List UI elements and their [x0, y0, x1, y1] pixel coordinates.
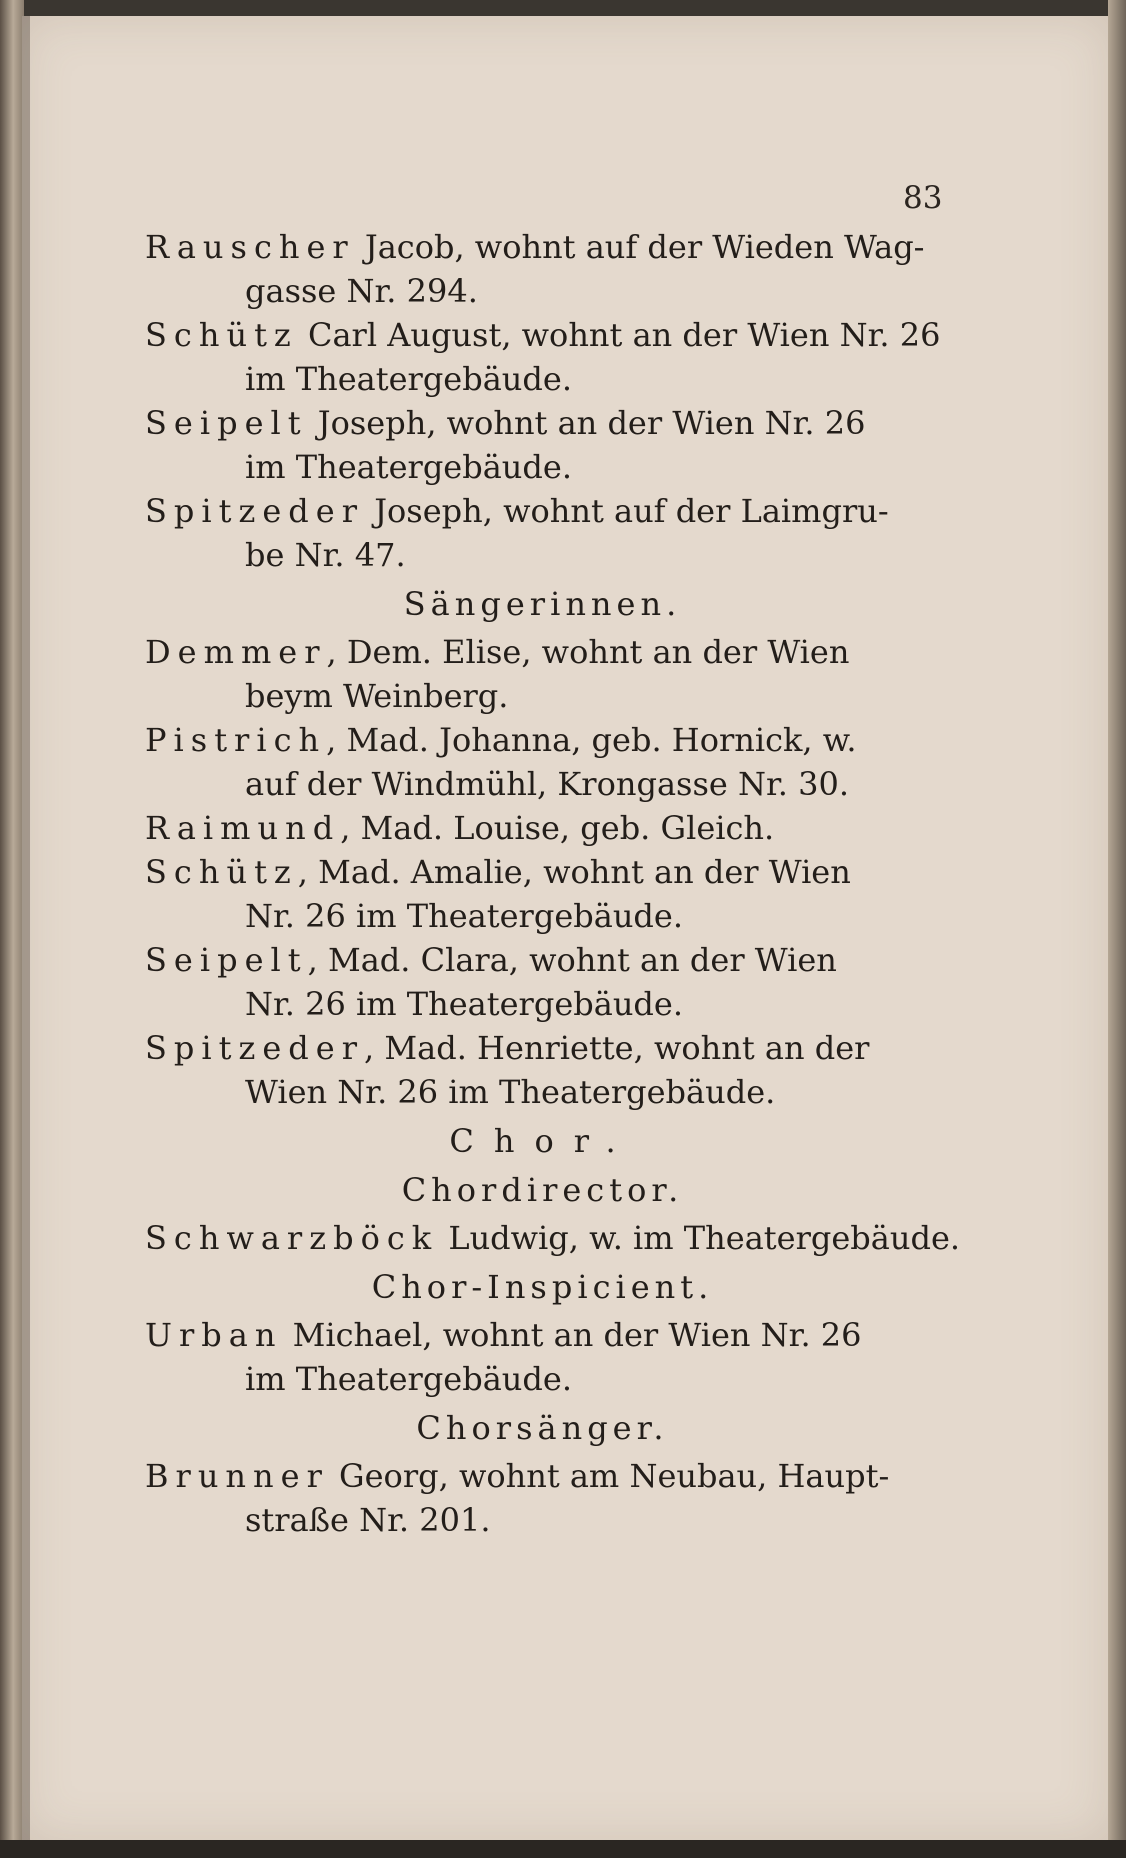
page-edge-bottom [0, 1840, 1126, 1858]
entry-name: Seipelt [145, 404, 308, 442]
entry-name: Seipelt [145, 941, 308, 979]
directory-entry [145, 225, 940, 313]
directory-entry [145, 313, 940, 401]
directory-entry [145, 1313, 940, 1401]
section-heading: Chor. [449, 1122, 636, 1160]
entry-name: Schütz [145, 853, 298, 891]
directory-entry [145, 718, 940, 806]
entry-details: Michael, wohnt an der Wien Nr. 26 [282, 1316, 862, 1354]
section-heading: Chor-Inspicient. [371, 1268, 714, 1306]
entry-details: , Dem. Elise, wohnt an der Wien [326, 633, 850, 671]
entry-details: , Mad. Louise, geb. Gleich. [340, 809, 775, 847]
entry-details: Joseph, wohnt auf der Laimgru- [364, 492, 889, 530]
entry-name: Spitzeder [145, 492, 365, 530]
entry-name: Raimund [145, 809, 341, 847]
entry-continuation: Nr. 26 im Theatergebäude. [245, 985, 684, 1023]
entry-continuation: Wien Nr. 26 im Theatergebäude. [245, 1073, 776, 1111]
entry-continuation: be Nr. 47. [245, 536, 406, 574]
entry-details: , Mad. Henriette, wohnt an der [364, 1029, 870, 1067]
entry-continuation: im Theatergebäude. [245, 448, 572, 486]
entry-details: , Mad. Johanna, geb. Hornick, w. [326, 721, 857, 759]
directory-entry [145, 806, 940, 850]
section-heading: Chorsänger. [416, 1409, 669, 1447]
directory-entry [145, 489, 940, 577]
book-spine [0, 0, 24, 1858]
entry-details: , Mad. Amalie, wohnt an der Wien [297, 853, 851, 891]
directory-entry [145, 1216, 961, 1260]
entry-continuation: gasse Nr. 294. [245, 272, 478, 310]
page-edge-right [1108, 0, 1126, 1858]
entry-continuation: auf der Windmühl, Krongasse Nr. 30. [245, 765, 849, 803]
entry-details: Jacob, wohnt auf der Wieden Wag- [354, 228, 925, 266]
directory-entry [145, 401, 940, 489]
entry-name: Demmer [145, 633, 327, 671]
entry-name: Urban [145, 1316, 283, 1354]
directory-entry [145, 630, 940, 718]
entry-continuation: beym Weinberg. [245, 677, 509, 715]
directory-entry [145, 850, 940, 938]
section-heading: Chordirector. [401, 1171, 684, 1209]
entry-name: Schütz [145, 316, 298, 354]
directory-list [145, 225, 961, 1542]
entry-details: Joseph, wohnt an der Wien Nr. 26 [307, 404, 866, 442]
entry-continuation: im Theatergebäude. [245, 360, 572, 398]
entry-continuation: straße Nr. 201. [245, 1501, 491, 1539]
directory-entry [145, 1454, 940, 1542]
entry-name: Rauscher [145, 228, 355, 266]
entry-details: Carl August, wohnt an der Wien Nr. 26 [297, 316, 941, 354]
section-heading: Sängerinnen. [403, 585, 682, 623]
entry-continuation: Nr. 26 im Theatergebäude. [245, 897, 684, 935]
page-number: 83 [903, 180, 943, 216]
entry-name: Pistrich [145, 721, 327, 759]
entry-details: Ludwig, w. im Theatergebäude. [438, 1219, 961, 1257]
entry-details: Georg, wohnt am Neubau, Haupt- [328, 1457, 890, 1495]
entry-name: Brunner [145, 1457, 329, 1495]
entry-name: Spitzeder [145, 1029, 365, 1067]
directory-entry [145, 938, 940, 1026]
entry-details: , Mad. Clara, wohnt an der Wien [307, 941, 837, 979]
directory-entry [145, 1026, 940, 1114]
entry-name: Schwarzböck [145, 1219, 439, 1257]
entry-continuation: im Theatergebäude. [245, 1360, 572, 1398]
